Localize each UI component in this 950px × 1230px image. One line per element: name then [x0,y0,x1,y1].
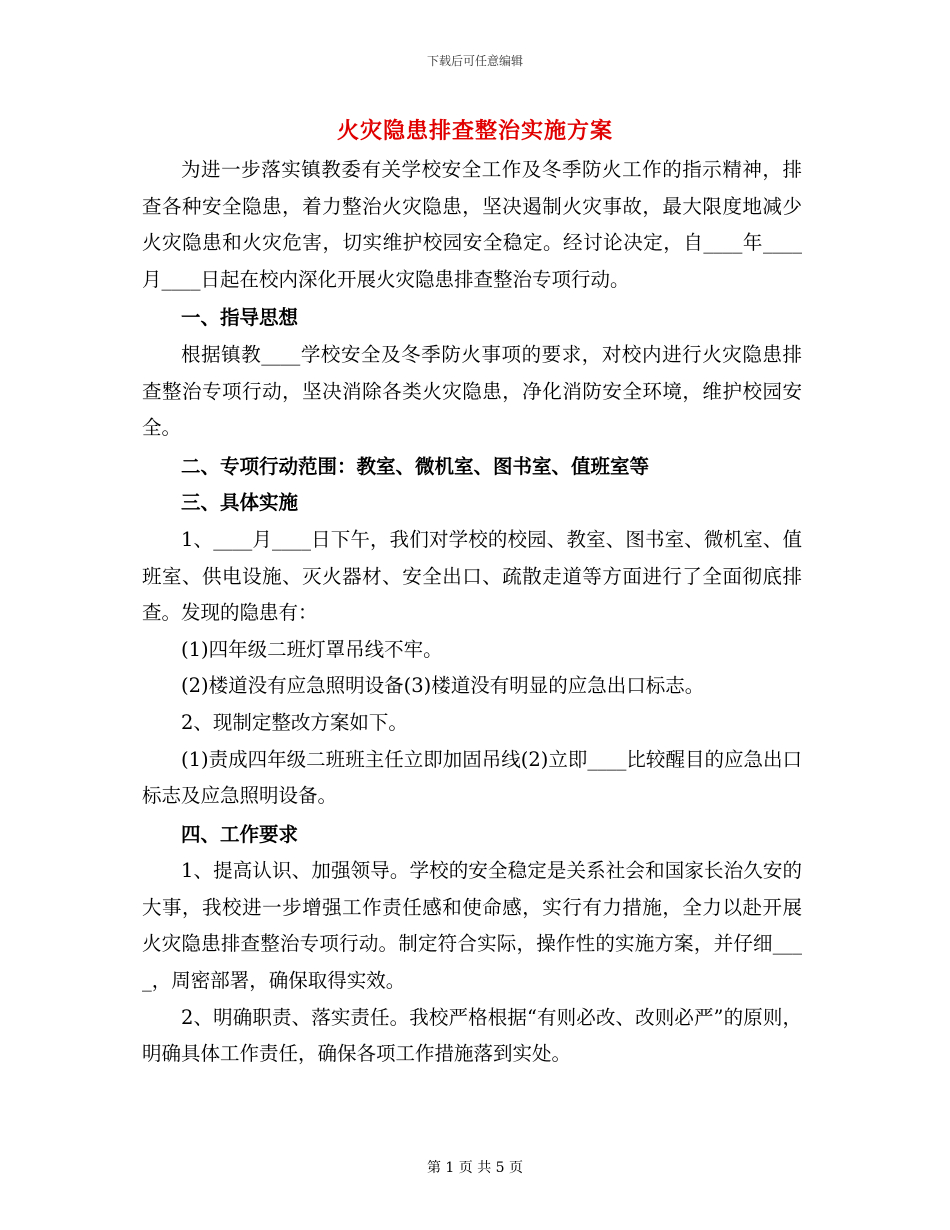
list-item-hazard-2-3: (2)楼道没有应急照明设备(3)楼道没有明显的应急出口标志。 [181,674,705,698]
paragraph-requirement-1: 1、提高认识、加强领导。学校的安全稳定是关系社会和国家长治久安的大事，我校进一步增强工作责任感和使命感，实行有力措施，全力以赴开展火灾隐患排查整治专项行动。制定符合实际，操作性的实施方案，并仔细____，周密部署，确保取得实效。 [142,859,802,993]
section-heading-scope: 二、专项行动范围：教室、微机室、图书室、值班室等 [181,454,650,478]
document-body [142,152,802,1073]
document-title: 火灾隐患排查整治实施方案 [336,118,613,144]
paragraph-guiding-thought: 根据镇教____学校安全及冬季防火事项的要求，对校内进行火灾隐患排查整治专项行动，坚决消除各类火灾隐患，净化消防安全环境，维护校园安全。 [142,342,802,440]
section-heading-implementation: 三、具体实施 [181,491,299,515]
section-heading-requirements: 四、工作要求 [181,822,299,846]
header-note: 下载后可任意编辑 [426,54,523,68]
paragraph-inspection: 1、____月____日下午，我们对学校的校园、教室、图书室、微机室、值班室、供电设施、灭火器材、安全出口、疏散走道等方面进行了全面彻底排查。发现的隐患有： [142,527,802,625]
paragraph-rectification-plan: 2、现制定整改方案如下。 [181,710,408,734]
paragraph-intro: 为进一步落实镇教委有关学校安全工作及冬季防火工作的指示精神，排查各种安全隐患，着力整治火灾隐患，坚决遏制火灾事故，最大限度地减少火灾隐患和火灾危害，切实维护校园安全稳定。经讨论决定，自____年____月____日起在校内深化开展火灾隐患排查整治专项行动。 [142,158,802,291]
section-heading-guiding-thought: 一、指导思想 [181,306,299,330]
list-item-rectification-measures: (1)责成四年级二班班主任立即加固吊线(2)立即____比较醒目的应急出口标志及应急照明设备。 [142,747,802,808]
list-item-hazard-1: (1)四年级二班灯罩吊线不牢。 [181,637,443,661]
page-footer: 第 1 页 共 5 页 [426,1160,524,1176]
paragraph-requirement-2: 2、明确职责、落实责任。我校严格根据“有则必改、改则必严”的原则，明确具体工作责任，确保各项工作措施落到实处。 [142,1005,802,1066]
